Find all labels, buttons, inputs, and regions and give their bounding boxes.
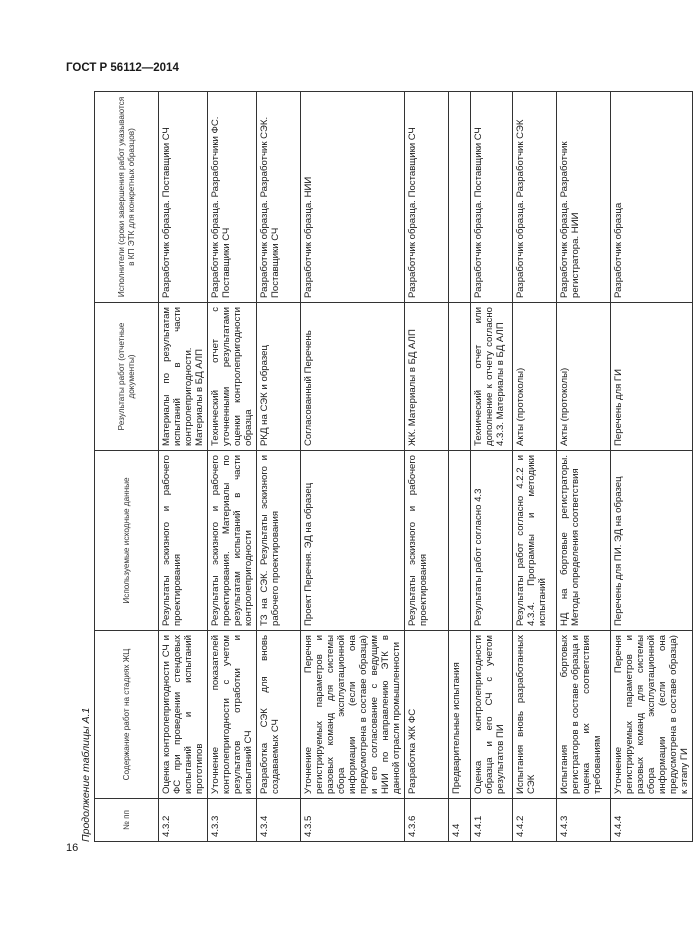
table-caption: Продолжение таблицы А.1 [80,707,92,842]
col-header-num: № пп [95,799,159,842]
row-results [449,303,471,451]
table-row [257,92,301,842]
row-content: Разработка СЭК для вновь создаваемых СЧ [257,631,301,799]
table-row [611,92,693,842]
row-inputs: Перечень для ПИ. ЭД на образец [611,451,693,631]
col-header-results: Результаты работ (отчетные документы) [95,303,159,451]
table-header-row [95,92,159,842]
row-num: 4.3.4 [257,799,301,842]
row-executors: Разработчик образца. НИИ [301,92,405,303]
row-content: Оценка контролепригодности СЧ и ФС при проведении стендовых испытаний и испытаний прототипов [159,631,208,799]
row-num: 4.4.1 [471,799,513,842]
row-content: Разработка ЖК ФС [405,631,449,799]
table-row [471,92,513,842]
row-num: 4.4.3 [557,799,611,842]
row-inputs: НД на бортовые регистраторы. Методы определения соответствия [557,451,611,631]
table-row-section [449,92,471,842]
row-results: Технический отчет с уточненными результатами оценки контролепригодности образца [208,303,257,451]
row-inputs: Проект Перечня. ЭД на образец [301,451,405,631]
row-content: Уточнение Перечня регистрируемых параметров и разовых команд для системы сбора эксплуатационной информации (если она предусмотрена в составе образца) к этапу ГИ [611,631,693,799]
row-inputs: Результаты эскизного и рабочего проектирования [405,451,449,631]
row-content: Уточнение Перечня регистрируемых параметров и разовых команд для системы сбора эксплуатационной информации (если она предусмотрена в составе образца) и его согласование с ведущим НИИ по направлению ЭТК в данной отрасли промышленности [301,631,405,799]
row-results: Акты (протоколы) [513,303,557,451]
row-executors: Разработчик образца. Поставщики СЧ [471,92,513,303]
row-inputs [449,451,471,631]
row-inputs: ТЗ на СЭК. Результаты эскизного и рабочего проектирования [257,451,301,631]
row-num: 4.3.2 [159,799,208,842]
row-num: 4.4.2 [513,799,557,842]
row-content: Оценка контролепригодности образца и его СЧ с учетом результатов ПИ [471,631,513,799]
row-executors: Разработчик образца [611,92,693,303]
table-row [513,92,557,842]
row-results: РКД на СЭК и образец [257,303,301,451]
row-content: Уточнение показателей контролепригодности с учетом результатов отработки и испытаний СЧ [208,631,257,799]
col-header-content: Содержание работ на стадиях ЖЦ [95,631,159,799]
standard-designation: ГОСТ Р 56112—2014 [66,62,179,74]
table-row [208,92,257,842]
row-num: 4.4 [449,799,471,842]
col-header-executors: Исполнители (сроки завершения работ указываются в КП ЭТК для конкретных образцов) [95,92,159,303]
page-number: 16 [66,842,79,854]
table-row [557,92,611,842]
row-content: Испытания бортовых регистраторов в составе образца и оценка их соответствия требованиям [557,631,611,799]
table-row [159,92,208,842]
row-executors: Разработчик образца. Разработчики ФС. Поставщики СЧ [208,92,257,303]
rotated-table-wrapper [94,92,690,842]
works-table [94,91,693,842]
row-executors: Разработчик образца. Разработчик СЭК. Поставщики СЧ [257,92,301,303]
row-content: Предварительные испытания [449,631,471,799]
row-results: Технический отчет или дополнение к отчету согласно 4.3.3. Материалы в БД АЛП [471,303,513,451]
row-inputs: Результаты эскизного и рабочего проектирования [159,451,208,631]
row-results: Акты (протоколы) [557,303,611,451]
row-results: Материалы по результатам испытаний в части контролепригодности. Материалы в БД АЛП [159,303,208,451]
row-num: 4.3.6 [405,799,449,842]
row-executors: Разработчик образца. Поставщики СЧ [405,92,449,303]
row-inputs: Результаты работ согласно 4.3 [471,451,513,631]
row-results: Перечень для ГИ [611,303,693,451]
table-row [301,92,405,842]
row-results: ЖК. Материалы в БД АЛП [405,303,449,451]
row-executors: Разработчик образца. Разработчик СЭК [513,92,557,303]
col-header-inputs: Используемые исходные данные [95,451,159,631]
table-row [405,92,449,842]
row-num: 4.3.5 [301,799,405,842]
row-num: 4.4.4 [611,799,693,842]
row-executors: Разработчик образца. Разработчик регистратора. НИИ [557,92,611,303]
row-executors [449,92,471,303]
row-num: 4.3.3 [208,799,257,842]
row-results: Согласованный Перечень [301,303,405,451]
row-executors: Разработчик образца. Поставщики СЧ [159,92,208,303]
row-content: Испытания вновь разработанных СЭК [513,631,557,799]
row-inputs: Результаты эскизного и рабочего проектирования. Материалы по результатам испытаний в части контролепригодности [208,451,257,631]
row-inputs: Результаты работ согласно 4.2.2 и 4.3.4. Программы и методики испытаний [513,451,557,631]
